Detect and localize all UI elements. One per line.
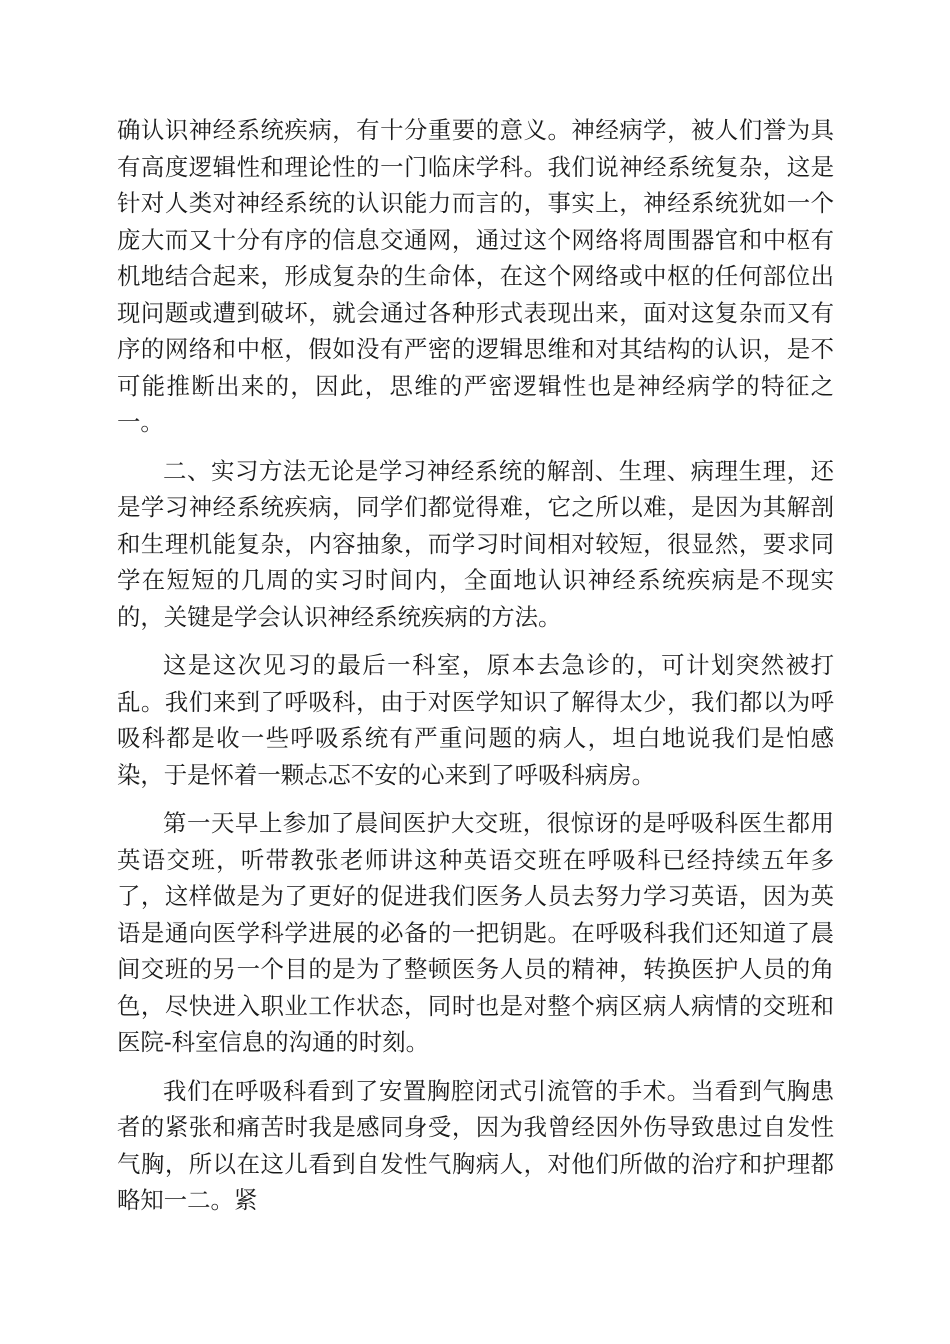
paragraph-4: 第一天早上参加了晨间医护大交班，很惊讶的是呼吸科医生都用英语交班，听带教张老师讲这种英语交班在呼吸科已经持续五年多了，这样做是为了更好的促进我们医务人员去努力学习英语，因为英语是通向医学科学进展的必备的一把钥匙。在呼吸科我们还知道了晨间交班的另一个目的是为了整顿医务人员的精神，转换医护人员的角色，尽快进入职业工作状态，同时也是对整个病区病人病情的交班和医院-科室信息的沟通的时刻。 [117,809,834,1056]
document-page [117,112,834,1231]
paragraph-2: 二、实习方法无论是学习神经系统的解剖、生理、病理生理，还是学习神经系统疾病，同学们都觉得难，它之所以难，是因为其解剖和生理机能复杂，内容抽象，而学习时间相对较短，很显然，要求同学在短短的几周的实习时间内，全面地认识神经系统疾病是不现实的，关键是学会认识神经系统疾病的方法。 [117,456,834,631]
paragraph-3: 这是这次见习的最后一科室，原本去急诊的，可计划突然被打乱。我们来到了呼吸科，由于对医学知识了解得太少，我们都以为呼吸科都是收一些呼吸系统有严重问题的病人，坦白地说我们是怕感染，于是怀着一颗忐忑不安的心来到了呼吸科病房。 [117,651,834,789]
paragraph-5: 我们在呼吸科看到了安置胸腔闭式引流管的手术。当看到气胸患者的紧张和痛苦时我是感同身受，因为我曾经因外伤导致患过自发性气胸，所以在这儿看到自发性气胸病人，对他们所做的治疗和护理都略知一二。紧 [117,1076,834,1214]
paragraph-1: 确认识神经系统疾病，有十分重要的意义。神经病学，被人们誉为具有高度逻辑性和理论性的一门临床学科。我们说神经系统复杂，这是针对人类对神经系统的认识能力而言的，事实上，神经系统犹如一个庞大而又十分有序的信息交通网，通过这个网络将周围器官和中枢有机地结合起来，形成复杂的生命体，在这个网络或中枢的任何部位出现问题或遭到破坏，就会通过各种形式表现出来，面对这复杂而又有序的网络和中枢，假如没有严密的逻辑思维和对其结构的认识，是不可能推断出来的，因此，思维的严密逻辑性也是神经病学的特征之一。 [117,116,834,436]
